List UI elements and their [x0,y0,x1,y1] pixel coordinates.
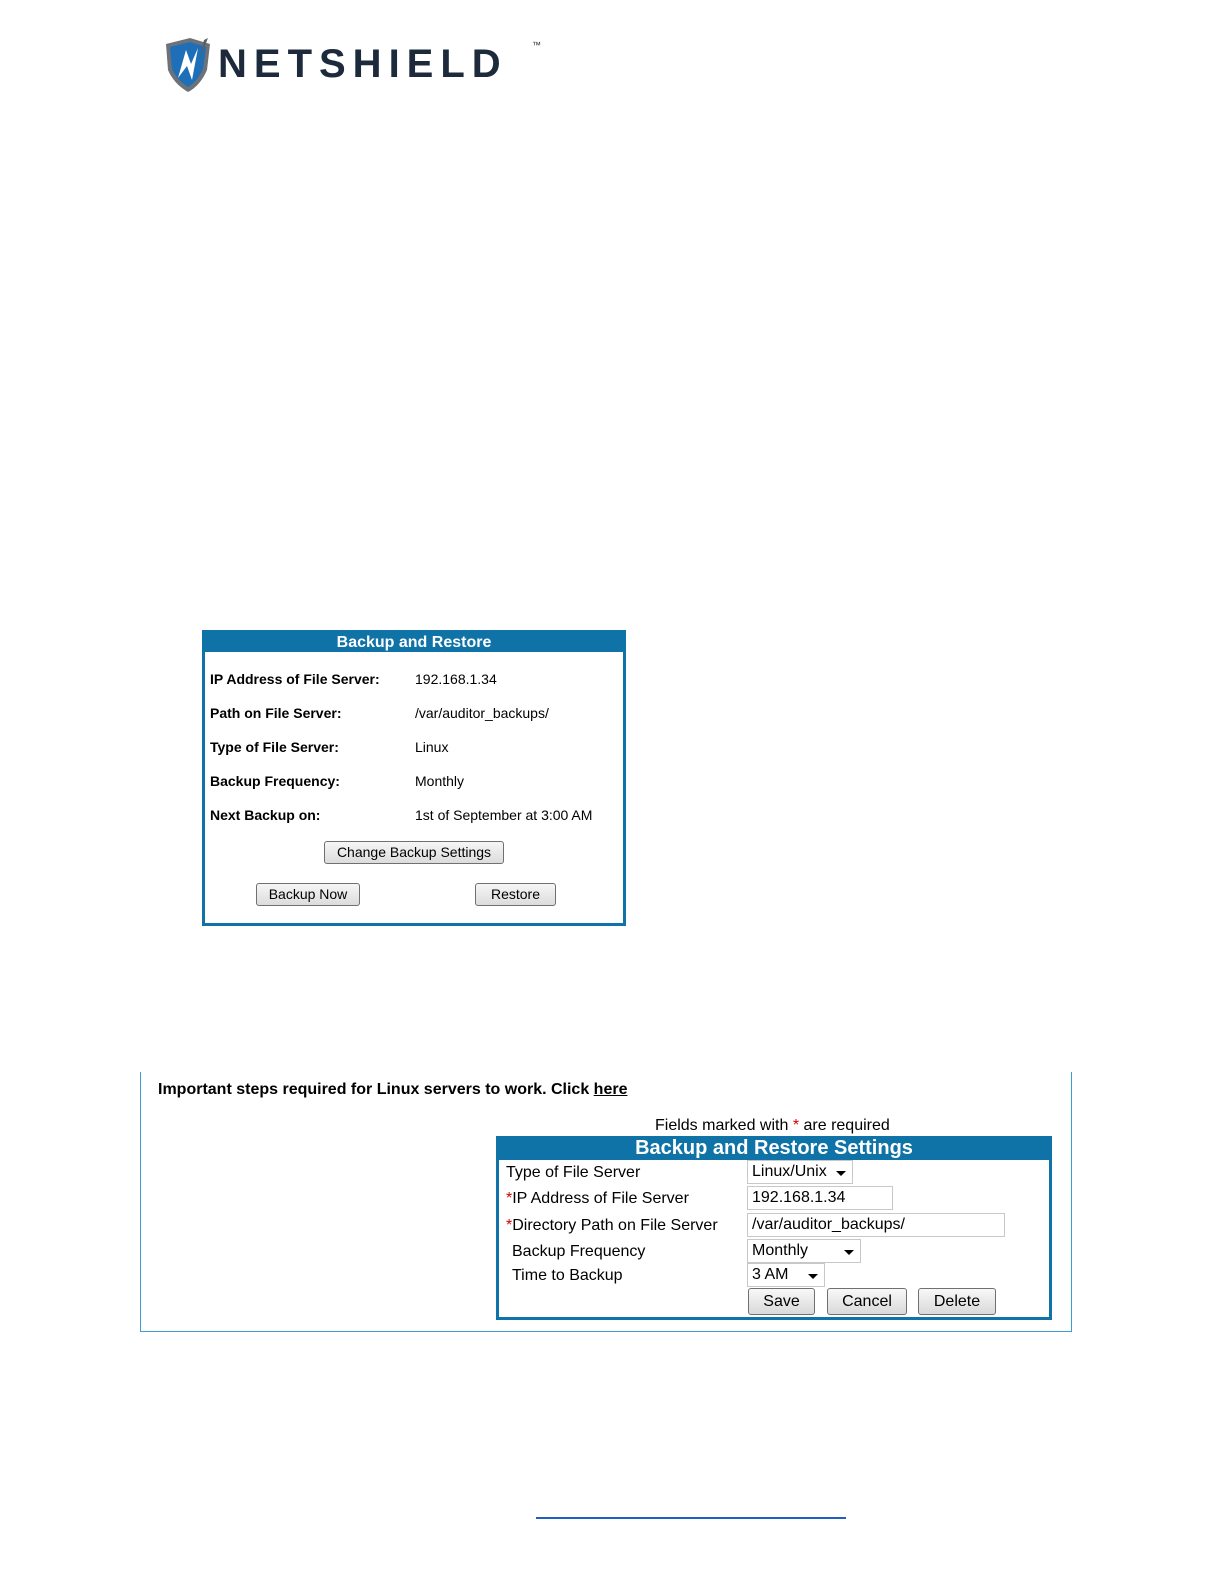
backup-now-button[interactable]: Backup Now [256,883,360,906]
row-label: Path on File Server: [210,705,342,721]
linux-notice [158,1081,627,1099]
row-label: Type of File Server: [210,739,339,755]
settings-frame [140,1072,1072,1332]
row-value: Linux [415,739,449,755]
cancel-button[interactable]: Cancel [827,1288,907,1315]
ip-label [506,1190,689,1208]
row-label: Next Backup on: [210,807,321,823]
change-backup-settings-button[interactable]: Change Backup Settings [324,841,504,864]
required-star: * [506,1190,513,1207]
directory-path-input[interactable] [747,1213,1005,1237]
frequency-label [512,1243,645,1261]
path-label [506,1217,718,1235]
input-value: /var/auditor_backups/ [752,1216,905,1233]
field-label: Directory Path on File Server [512,1217,718,1234]
row-value: Monthly [415,773,465,789]
panel-title: Backup and Restore [205,633,623,652]
restore-button[interactable]: Restore [475,883,556,906]
backup-restore-panel [202,630,626,926]
chevron-down-icon [844,1250,854,1255]
save-button[interactable]: Save [748,1288,815,1315]
field-label: Type of File Server [506,1164,641,1181]
required-fields-note [655,1117,890,1135]
ip-address-input[interactable] [747,1186,893,1210]
delete-button[interactable]: Delete [918,1288,996,1315]
server-type-select[interactable] [747,1160,853,1184]
frequency-select[interactable] [747,1239,861,1263]
settings-title: Backup and Restore Settings [499,1136,1049,1160]
select-value: 3 AM [752,1266,789,1283]
chevron-down-icon [836,1171,846,1176]
input-value: 192.168.1.34 [752,1189,846,1206]
row-label: Backup Frequency: [210,773,340,789]
select-value: Linux/Unix [752,1163,827,1180]
here-link[interactable]: here [593,1081,628,1098]
time-label [512,1267,623,1285]
row-label: IP Address of File Server: [210,671,380,687]
chevron-down-icon [808,1274,818,1279]
required-star: * [792,1117,800,1134]
brand-name: NETSHIELD [218,42,508,86]
trademark-mark: ™ [532,40,541,50]
backup-restore-settings-form [496,1136,1052,1320]
note-before: Fields marked with [655,1117,793,1134]
required-star: * [506,1217,513,1234]
select-value: Monthly [752,1242,809,1259]
netshield-logo [160,36,550,94]
row-value: 1st of September at 3:00 AM [415,807,593,823]
row-value: 192.168.1.34 [415,671,497,687]
note-after: are required [799,1117,890,1134]
time-select[interactable] [747,1263,825,1287]
row-value: /var/auditor_backups/ [415,705,549,721]
footer-divider [536,1517,846,1519]
type-label [506,1164,640,1182]
notice-text: Important steps required for Linux servers to work. Click [158,1081,594,1098]
field-label: IP Address of File Server [512,1190,689,1207]
field-label: Time to Backup [512,1267,623,1284]
field-label: Backup Frequency [512,1243,646,1260]
